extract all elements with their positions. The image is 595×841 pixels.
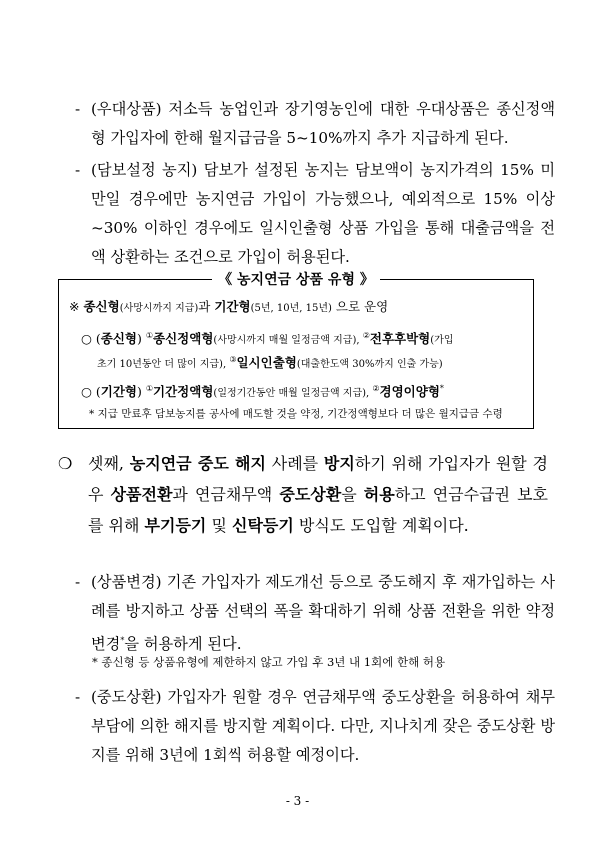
item-text: (담보설정 농지) 담보가 설정된 농지는 담보액이 농지가격의 15% 미만일 경우에만 농지연금 가입이 가능했으나, 예외적으로 15% 이상~30% 이하인 경우에도 일시인출형 상품 가입을 통해 대출금액을 전액 상환하는 조건으로 가입이 허용된다. — [91, 161, 555, 266]
footnote-product-change: * 종신형 등 상품유형에 제한하지 않고 가입 후 3년 내 1회에 한해 허용 — [92, 655, 446, 669]
item-text: (상품변경) 기존 가입자가 제도개선 등으로 중도해지 후 재가입하는 사례를 방지하고 상품 선택의 폭을 확대하기 위해 상품 전환을 위한 약정 변경*을 허용하게 된다. — [91, 573, 555, 654]
product-types-box — [58, 272, 534, 429]
item-early-repayment — [75, 683, 555, 770]
dash-bullet: - — [75, 688, 81, 706]
item-text: (중도상환) 가입자가 원할 경우 연금채무액 중도상환을 허용하여 채무부담에 의한 해지를 방지할 계획이다. 다만, 지나치게 잦은 중도상환 방지를 위해 3년에 1회씩 허용할 예정이다. — [91, 688, 555, 764]
page-number: - 3 - — [285, 794, 310, 808]
box-line-lifetime-cont: 초기 10년동안 더 많이 지급), ③일시인출형(대출한도액 30%까지 인출 가능) — [97, 355, 443, 371]
box-line-lifetime: ○ (종신형) ①종신정액형(사망시까지 매월 일정금액 지급), ②전후후박형(가입 — [81, 331, 454, 347]
item-preferential-product — [75, 95, 555, 153]
item-text: 셋째, 농지연금 중도 해지 사례를 방지하기 위해 가입자가 원할 경우 상품전환과 연금채무액 중도상환을 허용하고 연금수급권 보호를 위해 부기등기 및 신탁등기 방식도 도입할 계획이다. — [88, 454, 549, 535]
dash-bullet: - — [75, 100, 81, 118]
box-line-overview: ※ 종신형(사망시까지 지급)과 기간형(5년, 10년, 15년) 으로 운영 — [69, 299, 389, 314]
box-line-period: ○ (기간형) ①기간정액형(일정기간동안 매월 일정금액 지급), ②경영이양형* — [81, 384, 444, 400]
box-line-note: * 지급 만료후 담보농지를 공사에 매도할 것을 약정, 기간정액형보다 더 많은 월지급금 수령 — [89, 408, 503, 420]
item-product-change — [75, 568, 555, 659]
box-title: 《 농지연금 상품 유형 》 — [59, 269, 533, 289]
item-prevent-termination — [58, 448, 548, 541]
item-text: (우대상품) 저소득 농업인과 장기영농인에 대한 우대상품은 종신정액형 가입자에 한해 월지급금을 5~10%까지 추가 지급하게 된다. — [91, 100, 555, 147]
circle-bullet-icon: ❍ — [58, 454, 73, 473]
dash-bullet: - — [75, 573, 81, 591]
item-collateral-farmland — [75, 156, 555, 272]
dash-bullet: - — [75, 161, 81, 179]
